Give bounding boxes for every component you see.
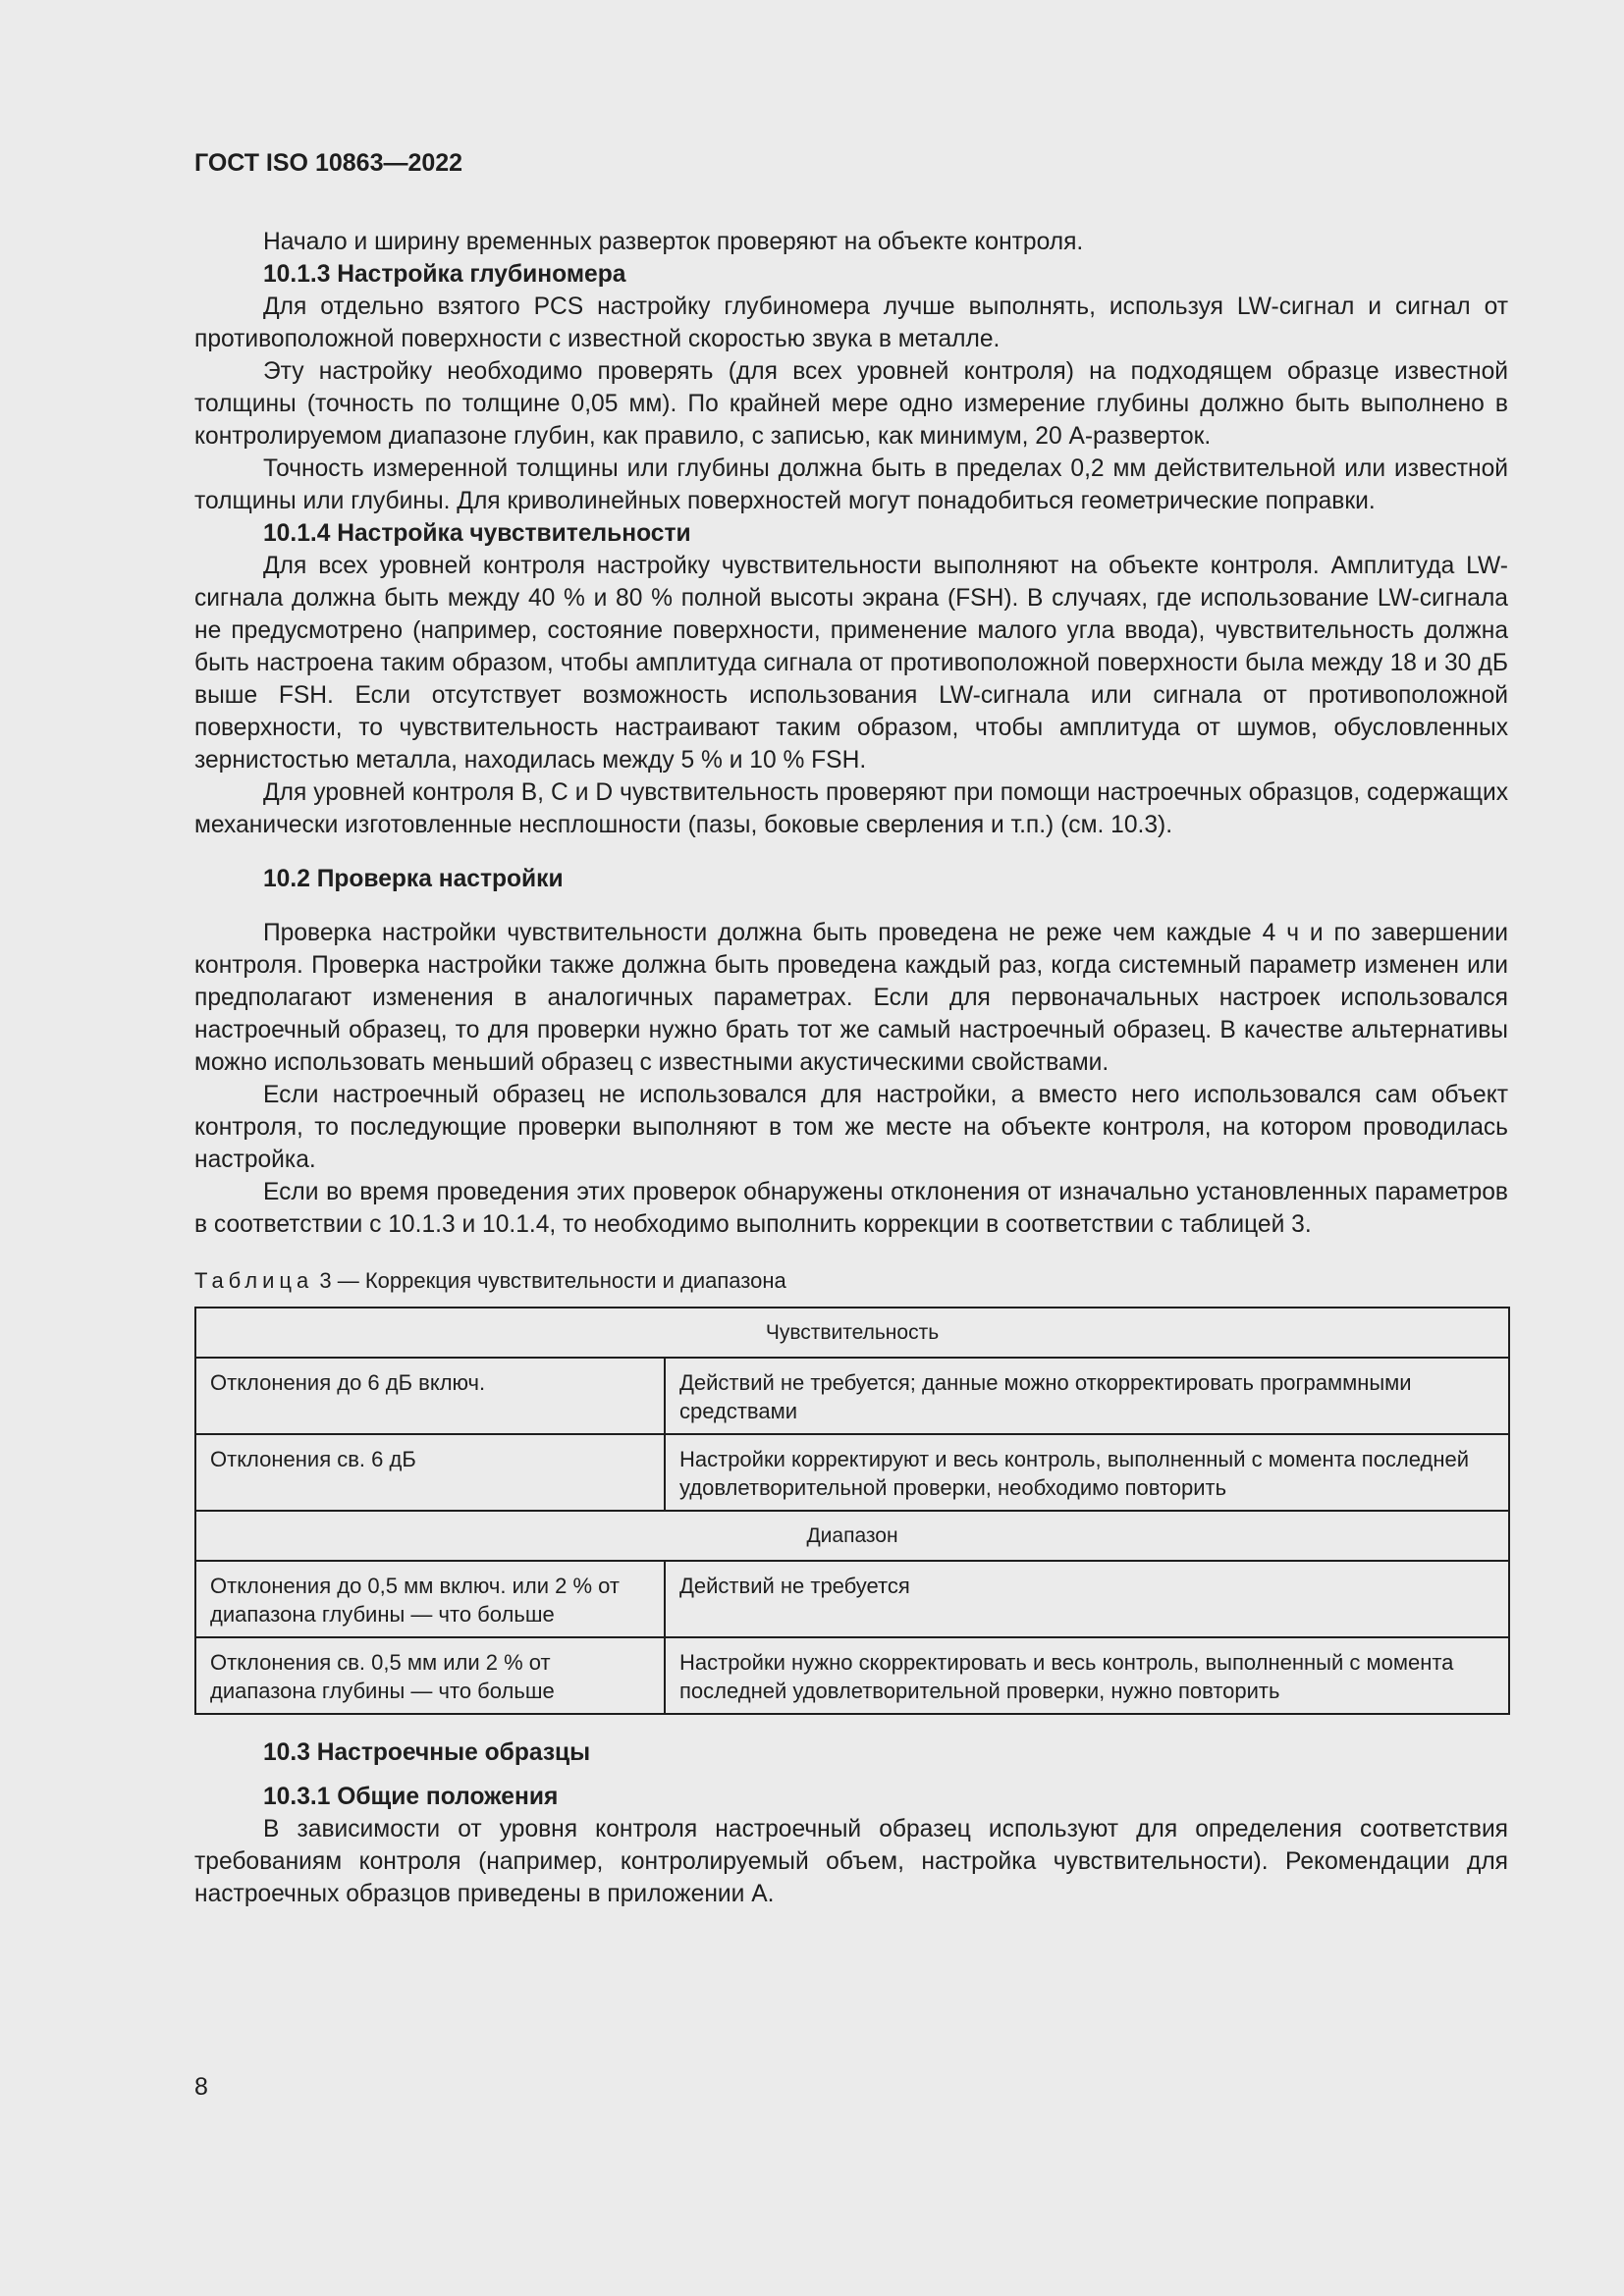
table-cell: Отклонения до 6 дБ включ. bbox=[195, 1358, 665, 1434]
paragraph: Для уровней контроля В, С и D чувствительность проверяют при помощи настроечных образцов, содержащих механически изготовленные несплошности (пазы, боковые сверления и т.п.) (см. 10.3). bbox=[194, 779, 1508, 838]
table-caption-text: 3 — Коррекция чувствительности и диапазона bbox=[319, 1268, 786, 1293]
table-row bbox=[195, 1561, 1509, 1637]
paragraph: Если настроечный образец не использовался для настройки, а вместо него использовался сам объект контроля, то последующие проверки выполняют в том же месте на объекте контроля, на котором проводилась настройка. bbox=[194, 1082, 1508, 1173]
table-cell: Настройки корректируют и весь контроль, выполненный с момента последней удовлетворительной проверки, необходимо повторить bbox=[665, 1434, 1509, 1511]
page-number: 8 bbox=[194, 2073, 208, 2101]
table-group-header: Чувствительность bbox=[195, 1308, 1509, 1358]
table-caption-word: Таблица bbox=[194, 1268, 314, 1293]
subsection-heading-10-1-4: 10.1.4 Настройка чувствительности bbox=[263, 520, 691, 547]
section-heading-10-3: 10.3 Настроечные образцы bbox=[263, 1739, 591, 1766]
paragraph: Проверка настройки чувствительности должна быть проведена не реже чем каждые 4 ч и по завершении контроля. Проверка настройки также должна быть проведена каждый раз, когда системный параметр изменен или предполагают изменения в аналогичных параметрах. Если для первоначальных настроек использовался настроечный образец, то для проверки нужно брать тот же самый настроечный образец. В качестве альтернативы можно использовать меньший образец с известными акустическими свойствами. bbox=[194, 920, 1508, 1076]
paragraph: В зависимости от уровня контроля настроечный образец используют для определения соответствия требованиям контроля (например, контролируемый объем, настройка чувствительности). Рекомендации для настроечных образцов приведены в приложении А. bbox=[194, 1816, 1508, 1907]
page-content bbox=[194, 226, 1508, 1910]
paragraph: Эту настройку необходимо проверять (для всех уровней контроля) на подходящем образце известной толщины (точность по толщине 0,05 мм). По крайней мере одно измерение глубины должно быть выполнено в контролируемом диапазоне глубин, как правило, с записью, как минимум, 20 А-разверток. bbox=[194, 358, 1508, 450]
correction-table bbox=[194, 1307, 1510, 1715]
subsection-heading-10-3-1: 10.3.1 Общие положения bbox=[263, 1784, 559, 1810]
table-cell: Отклонения св. 0,5 мм или 2 % от диапазона глубины — что больше bbox=[195, 1637, 665, 1714]
table-row bbox=[195, 1358, 1509, 1434]
table-group-row bbox=[195, 1511, 1509, 1561]
table-cell: Действий не требуется; данные можно откорректировать программными средствами bbox=[665, 1358, 1509, 1434]
table-cell: Отклонения св. 6 дБ bbox=[195, 1434, 665, 1511]
table-cell: Настройки нужно скорректировать и весь контроль, выполненный с момента последней удовлетворительной проверки, нужно повторить bbox=[665, 1637, 1509, 1714]
paragraph: Для всех уровней контроля настройку чувствительности выполняют на объекте контроля. Амплитуда LW-сигнала должна быть между 40 % и 80 % полной высоты экрана (FSH). В случаях, где использование LW-сигнала не предусмотрено (например, состояние поверхности, применение малого угла ввода), чувствительность должна быть настроена таким образом, чтобы амплитуда сигнала от противоположной поверхности была между 18 и 30 дБ выше FSH. Если отсутствует возможность использования LW-сигнала или сигнала от противоположной поверхности, то чувствительность настраивают таким образом, чтобы амплитуда от шумов, обусловленных зернистостью металла, находилась между 5 % и 10 % FSH. bbox=[194, 553, 1508, 774]
paragraph: Если во время проведения этих проверок обнаружены отклонения от изначально установленных параметров в соответствии с 10.1.3 и 10.1.4, то необходимо выполнить коррекции в соответствии с таблицей 3. bbox=[194, 1179, 1508, 1238]
table-group-header: Диапазон bbox=[195, 1511, 1509, 1561]
subsection-heading-10-1-3: 10.1.3 Настройка глубиномера bbox=[263, 261, 626, 288]
table-row bbox=[195, 1637, 1509, 1714]
section-heading-10-2: 10.2 Проверка настройки bbox=[263, 866, 564, 892]
table-row bbox=[195, 1434, 1509, 1511]
table-cell: Отклонения до 0,5 мм включ. или 2 % от диапазона глубины — что больше bbox=[195, 1561, 665, 1637]
table-cell: Действий не требуется bbox=[665, 1561, 1509, 1637]
paragraph: Для отдельно взятого PCS настройку глубиномера лучше выполнять, используя LW-сигнал и сигнал от противоположной поверхности с известной скоростью звука в металле. bbox=[194, 294, 1508, 352]
document-header: ГОСТ ISO 10863—2022 bbox=[194, 149, 463, 177]
paragraph: Начало и ширину временных разверток проверяют на объекте контроля. bbox=[263, 229, 1084, 255]
paragraph: Точность измеренной толщины или глубины должна быть в пределах 0,2 мм действительной или известной толщины или глубины. Для криволинейных поверхностей могут понадобиться геометрические поправки. bbox=[194, 455, 1508, 514]
table-group-row bbox=[195, 1308, 1509, 1358]
table-caption bbox=[194, 1264, 1508, 1297]
